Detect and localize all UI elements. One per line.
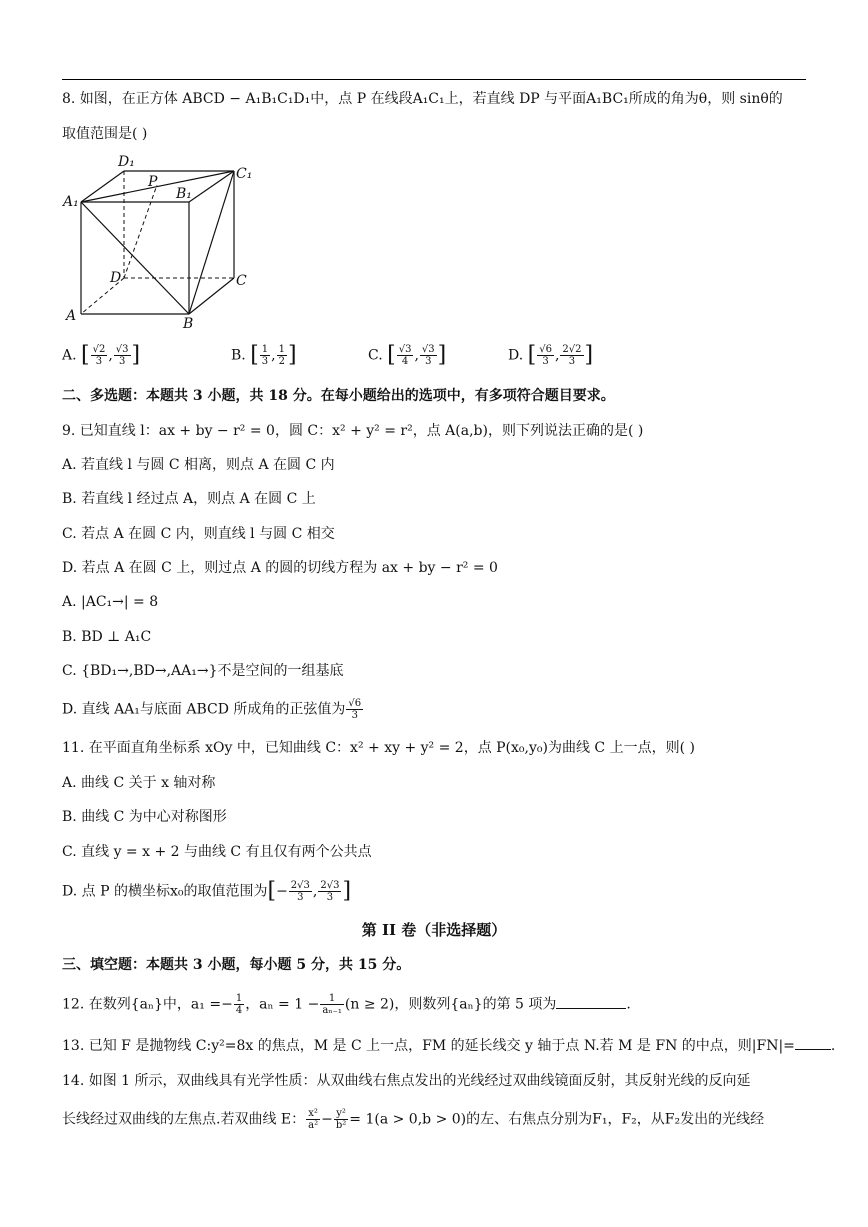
q8-c-num2: √3 — [421, 344, 435, 355]
q8-option-c-label: C. — [368, 347, 383, 364]
q14-line1: 14. 如图 1 所示，双曲线具有光学性质：从双曲线右焦点发出的光线经过双曲线镜面反射，其反射光线的反向延 — [62, 1073, 751, 1089]
section2-heading: 二、多选题：本题共 3 小题，共 18 分。在每小题给出的选项中，有多项符合题目要求。 — [62, 388, 615, 404]
q13-end: . — [830, 1038, 836, 1054]
q12-f1-den: 4 — [235, 1005, 243, 1016]
q8-option-d: D. [ $\frac{√6}{3}$ , $\frac{2√2}{3}$ ] — [508, 342, 594, 368]
label-P: P — [148, 174, 158, 190]
q10-d-den: 3 — [351, 710, 358, 721]
q11-option-d-text: D. 点 P 的横坐标x₀的取值范围为 — [62, 883, 268, 900]
q8-a-den2: 3 — [118, 356, 126, 367]
q11-option-c: C. 直线 y = x + 2 与曲线 C 有且仅有两个公共点 — [62, 844, 372, 860]
q13 — [62, 1035, 835, 1056]
q11-d-num1: 2√3 — [290, 880, 310, 891]
q8-d-den2: 3 — [568, 356, 576, 367]
q12-f2-den: aₙ₋₁ — [322, 1005, 342, 1016]
q12-f2-num: 1 — [320, 993, 344, 1005]
q8-option-b-label: B. — [231, 347, 246, 364]
q12-part1: 12. 在数列{aₙ}中，a₁ =− — [62, 996, 233, 1013]
q10-option-b: B. BD ⊥ A₁C — [62, 629, 152, 645]
q8-a-den1: 3 — [95, 356, 103, 367]
q14-fy-den: b² — [335, 1120, 347, 1131]
q14-line2 — [62, 1108, 764, 1131]
q12 — [62, 993, 631, 1016]
q8-option-b: B. [ $\frac{1}{3}$ , $\frac{1}{2}$ ] — [231, 342, 297, 368]
q10-option-d — [62, 698, 364, 721]
q8-a-num1: √2 — [92, 344, 106, 355]
q11-stem: 11. 在平面直角坐标系 xOy 中，已知曲线 C：x² + xy + y² = 2，点 P(x₀,y₀)为曲线 C 上一点，则( ) — [62, 740, 695, 756]
q12-part3: (n ≥ 2)，则数列{aₙ}的第 5 项为 — [344, 996, 557, 1013]
q11-option-a: A. 曲线 C 关于 x 轴对称 — [62, 775, 216, 791]
q14-line2a: 长线经过双曲线的左焦点.若双曲线 E： — [62, 1111, 306, 1128]
q8-option-a-label: A. — [62, 347, 77, 364]
q10-d-num: √6 — [348, 698, 362, 709]
q12-part2: ，aₙ = 1 − — [245, 996, 320, 1013]
label-C: C — [236, 273, 247, 289]
label-A1: A₁ — [63, 194, 79, 210]
section3-heading: 三、填空题：本题共 3 小题，每小题 5 分，共 15 分。 — [62, 957, 411, 973]
q8-option-a: A. [ $\frac{√2}{3}$ , $\frac{√3}{3}$ ] — [62, 342, 141, 368]
q14-minus: − — [321, 1111, 333, 1128]
q8-b-den1: 3 — [261, 356, 269, 367]
q8-stem-line2: 取值范围是( ) — [62, 126, 148, 142]
label-A: A — [66, 308, 77, 324]
q8-b-num1: 1 — [261, 344, 269, 355]
q8-stem-line1: 8. 如图，在正方体 ABCD − A₁B₁C₁D₁中，点 P 在线段A₁C₁上，若直线 DP 与平面A₁BC₁所成的角为θ，则 sinθ的 — [62, 91, 783, 107]
q12-answer-blank[interactable] — [556, 994, 626, 1009]
q13-answer-blank[interactable] — [795, 1035, 831, 1050]
label-D: D — [110, 270, 122, 286]
q9-option-b: B. 若直线 l 经过点 A，则点 A 在圆 C 上 — [62, 491, 316, 507]
q8-c-den2: 3 — [425, 356, 432, 367]
q8-option-d-label: D. — [508, 347, 524, 364]
cube-figure — [60, 150, 270, 330]
q14-fx-num: x² — [306, 1108, 320, 1120]
q8-d-den1: 3 — [542, 356, 549, 367]
label-B: B — [183, 316, 194, 330]
q11-d-den2: 3 — [326, 892, 334, 903]
q11-d-den1: 3 — [297, 892, 304, 903]
q14-line2b: = 1(a > 0,b > 0)的左、右焦点分别为F₁，F₂，从F₂发出的光线经 — [349, 1111, 765, 1128]
label-D1: D₁ — [118, 154, 135, 170]
q12-f1-num: 1 — [235, 993, 243, 1004]
q12-end: . — [626, 996, 631, 1013]
q9-option-d: D. 若点 A 在圆 C 上，则过点 A 的圆的切线方程为 ax + by − r² = 0 — [62, 560, 498, 576]
q8-b-den2: 2 — [278, 356, 285, 367]
q14-fy-num: y² — [334, 1108, 348, 1120]
q9-stem: 9. 已知直线 l：ax + by − r² = 0，圆 C：x² + y² = r²，点 A(a,b)，则下列说法正确的是( ) — [62, 423, 644, 439]
q9-option-c: C. 若点 A 在圆 C 内，则直线 l 与圆 C 相交 — [62, 526, 335, 542]
q11-d-num2: 2√3 — [320, 880, 340, 891]
q11-option-b: B. 曲线 C 为中心对称图形 — [62, 809, 227, 825]
label-B1: B₁ — [176, 186, 192, 202]
q8-a-num2: √3 — [115, 344, 129, 355]
q8-b-num2: 1 — [278, 344, 285, 355]
q8-c-den1: 4 — [401, 356, 409, 367]
q10-option-d-text: D. 直线 AA₁与底面 ABCD 所成角的正弦值为 — [62, 701, 346, 718]
q13-text: 13. 已知 F 是抛物线 C:y²=8x 的焦点，M 是 C 上一点，FM 的延长线交 y 轴于点 N.若 M 是 FN 的中点，则|FN|= — [62, 1038, 795, 1054]
q8-c-num1: √3 — [398, 344, 412, 355]
part2-title: 第 II 卷（非选择题） — [361, 921, 507, 939]
q14-fx-den: a² — [308, 1120, 319, 1131]
q10-option-c: C. {BD₁→,BD→,AA₁→}不是空间的一组基底 — [62, 663, 344, 679]
q9-option-a: A. 若直线 l 与圆 C 相离，则点 A 在圆 C 内 — [62, 457, 335, 473]
q8-d-num1: √6 — [539, 344, 552, 355]
q11-option-d: D. 点 P 的横坐标x₀的取值范围为[− $\frac{2√3}{3}$ , $\frac{2√3}{3}$ ] — [62, 878, 352, 904]
q8-option-c: C. [ $\frac{√3}{4}$ , $\frac{√3}{3}$ ] — [368, 342, 447, 368]
q10-option-a: A. |AC₁→| = 8 — [62, 594, 159, 610]
header-rule — [62, 79, 806, 80]
q8-d-num2: 2√2 — [562, 344, 582, 355]
label-C1: C₁ — [236, 166, 253, 182]
